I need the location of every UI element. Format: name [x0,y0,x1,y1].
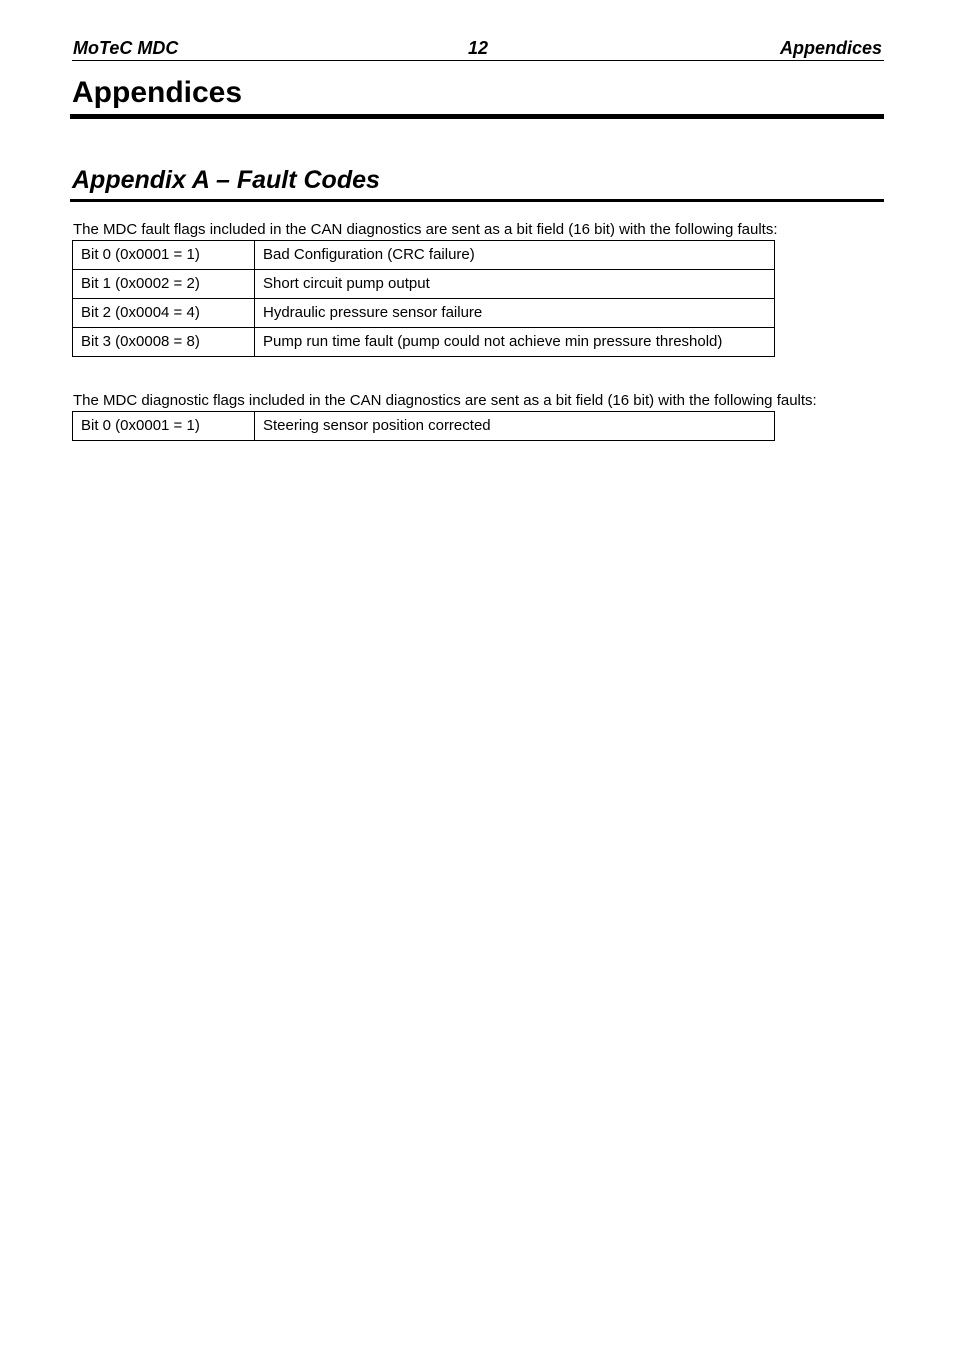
bit-cell: Bit 0 (0x0001 = 1) [73,241,255,270]
description-cell: Pump run time fault (pump could not achieve min pressure threshold) [255,328,775,357]
page-header [72,36,884,61]
description-cell: Bad Configuration (CRC failure) [255,241,775,270]
bit-cell: Bit 1 (0x0002 = 2) [73,270,255,299]
section-heading: Appendix A – Fault Codes [72,166,380,194]
fault-flags-table [72,240,775,357]
table-row [73,270,775,299]
title-rule [70,114,884,119]
section-rule [70,199,884,202]
page-title: Appendices [72,76,243,109]
bit-cell: Bit 0 (0x0001 = 1) [73,412,255,441]
description-cell: Short circuit pump output [255,270,775,299]
table-row [73,241,775,270]
header-page-number: 12 [467,38,489,58]
table-row [73,328,775,357]
fault-flags-intro: The MDC fault flags included in the CAN diagnostics are sent as a bit field (16 bit) with the following faults: [73,221,778,238]
description-cell: Steering sensor position corrected [255,412,775,441]
table-row [73,412,775,441]
description-cell: Hydraulic pressure sensor failure [255,299,775,328]
header-product-name: MoTeC MDC [73,38,179,58]
diagnostic-flags-intro: The MDC diagnostic flags included in the CAN diagnostics are sent as a bit field (16 bit) with the following faults: [73,392,817,409]
diagnostic-flags-table [72,411,775,441]
table-row [73,299,775,328]
bit-cell: Bit 3 (0x0008 = 8) [73,328,255,357]
header-section-name: Appendices [779,38,882,58]
bit-cell: Bit 2 (0x0004 = 4) [73,299,255,328]
